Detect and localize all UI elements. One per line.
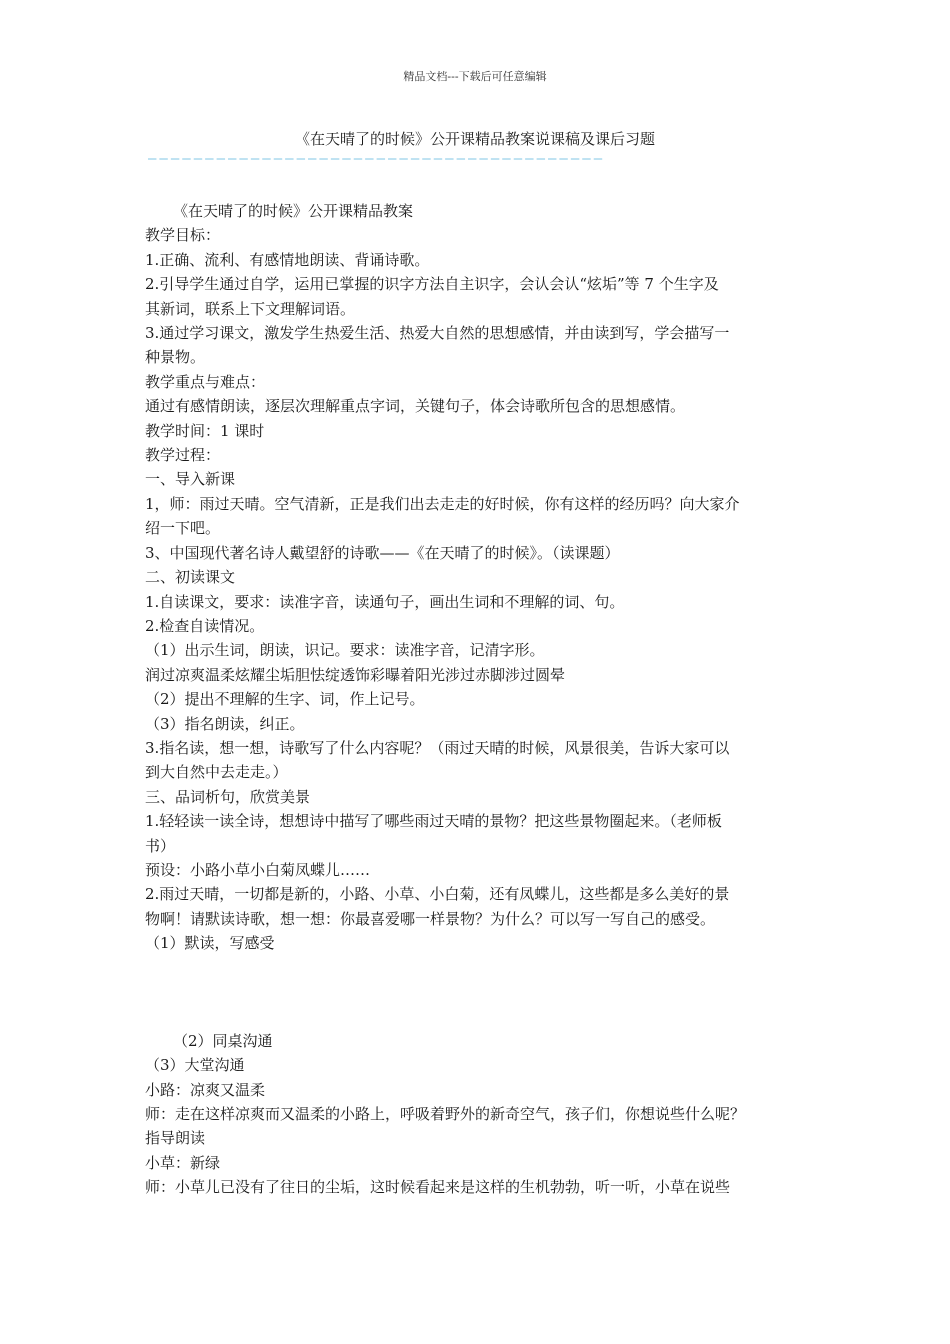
- text-line: （2）同桌沟通: [173, 1031, 273, 1050]
- text-line: 2.检查自读情况。: [145, 616, 265, 635]
- text-line: 三、品词析句，欣赏美景: [145, 787, 311, 806]
- text-line: 3.通过学习课文，激发学生热爱生活、热爱大自然的思想感情，并由读到写，学会描写一: [145, 324, 730, 343]
- text-line: 种景物。: [145, 348, 206, 367]
- text-line: （2）提出不理解的生字、词，作上记号。: [145, 690, 425, 709]
- text-line: 1，师：雨过天晴。空气清新，正是我们出去走走的好时候，你有这样的经历吗？向大家介: [145, 494, 740, 513]
- text-line: 教学目标：: [145, 226, 221, 245]
- text-line: （3）指名朗读，纠正。: [145, 714, 305, 733]
- text-line: （1）出示生词，朗读，识记。要求：读准字音，记清字形。: [145, 641, 545, 660]
- header-note: 精品文档---下载后可任意编辑: [403, 70, 547, 83]
- document-title: 《在天晴了的时候》公开课精品教案说课稿及课后习题: [294, 130, 655, 148]
- text-line: 1.轻轻读一读全诗，想想诗中描写了哪些雨过天晴的景物？把这些景物圈起来。（老师板: [145, 812, 722, 831]
- text-line: 1.自读课文，要求：读准字音，读通句子，画出生词和不理解的词、句。: [145, 592, 625, 611]
- text-line: 教学重点与难点：: [145, 372, 266, 391]
- blank-line: [145, 1004, 807, 1028]
- text-line: 2.雨过天晴，一切都是新的，小路、小草、小白菊，还有凤蝶儿，这些都是多么美好的景: [145, 885, 730, 904]
- text-line: 一、导入新课: [145, 470, 236, 489]
- text-line: 教学过程：: [145, 446, 221, 465]
- text-line: 3、中国现代著名诗人戴望舒的诗歌——《在天晴了的时候》。（读课题）: [145, 543, 620, 562]
- document-body: [145, 199, 807, 1200]
- text-line: 预设：小路小草小白菊凤蝶儿……: [145, 860, 371, 879]
- title-divider: ————————————————————————————————————————: [148, 152, 606, 166]
- text-line: 教学时间：1 课时: [145, 421, 265, 440]
- text-line: 3.指名读，想一想，诗歌写了什么内容呢？（雨过天晴的时候，风景很美，告诉大家可以: [145, 738, 730, 757]
- text-line: 小草：新绿: [145, 1153, 221, 1172]
- text-line: 润过凉爽温柔炫耀尘垢胆怯绽透饰彩曝着阳光涉过赤脚涉过圆晕: [145, 665, 566, 684]
- text-line: 小路：凉爽又温柔: [145, 1080, 266, 1099]
- text-line: 师：走在这样凉爽而又温柔的小路上，呼吸着野外的新奇空气，孩子们，你想说些什么呢？: [145, 1104, 746, 1123]
- text-line: 其新词，联系上下文理解词语。: [145, 299, 356, 318]
- text-line: （3）大堂沟通: [145, 1056, 245, 1075]
- text-line: 绍一下吧。: [145, 519, 221, 538]
- text-line: （1）默读，写感受: [145, 934, 275, 953]
- text-line: 物啊！请默读诗歌，想一想：你最喜爱哪一样景物？为什么？可以写一写自己的感受。: [145, 909, 716, 928]
- text-line: 通过有感情朗读，逐层次理解重点字词，关键句子，体会诗歌所包含的思想感情。: [145, 397, 686, 416]
- text-line: 师：小草儿已没有了往日的尘垢，这时候看起来是这样的生机勃勃，听一听，小草在说些: [145, 1178, 731, 1197]
- text-line: 书）: [145, 836, 176, 855]
- text-line: 指导朗读: [145, 1129, 206, 1148]
- section-heading: 《在天晴了的时候》公开课精品教案: [173, 202, 414, 220]
- text-line: 到大自然中去走走。）: [145, 763, 288, 782]
- blank-line: [145, 956, 807, 980]
- text-line: 2.引导学生通过自学，运用已掌握的识字方法自主识字，会认会认“炫垢”等 7 个生字及: [145, 275, 719, 294]
- blank-line: [145, 980, 807, 1004]
- text-line: 二、初读课文: [145, 568, 236, 587]
- text-line: 1.正确、流利、有感情地朗读、背诵诗歌。: [145, 250, 430, 269]
